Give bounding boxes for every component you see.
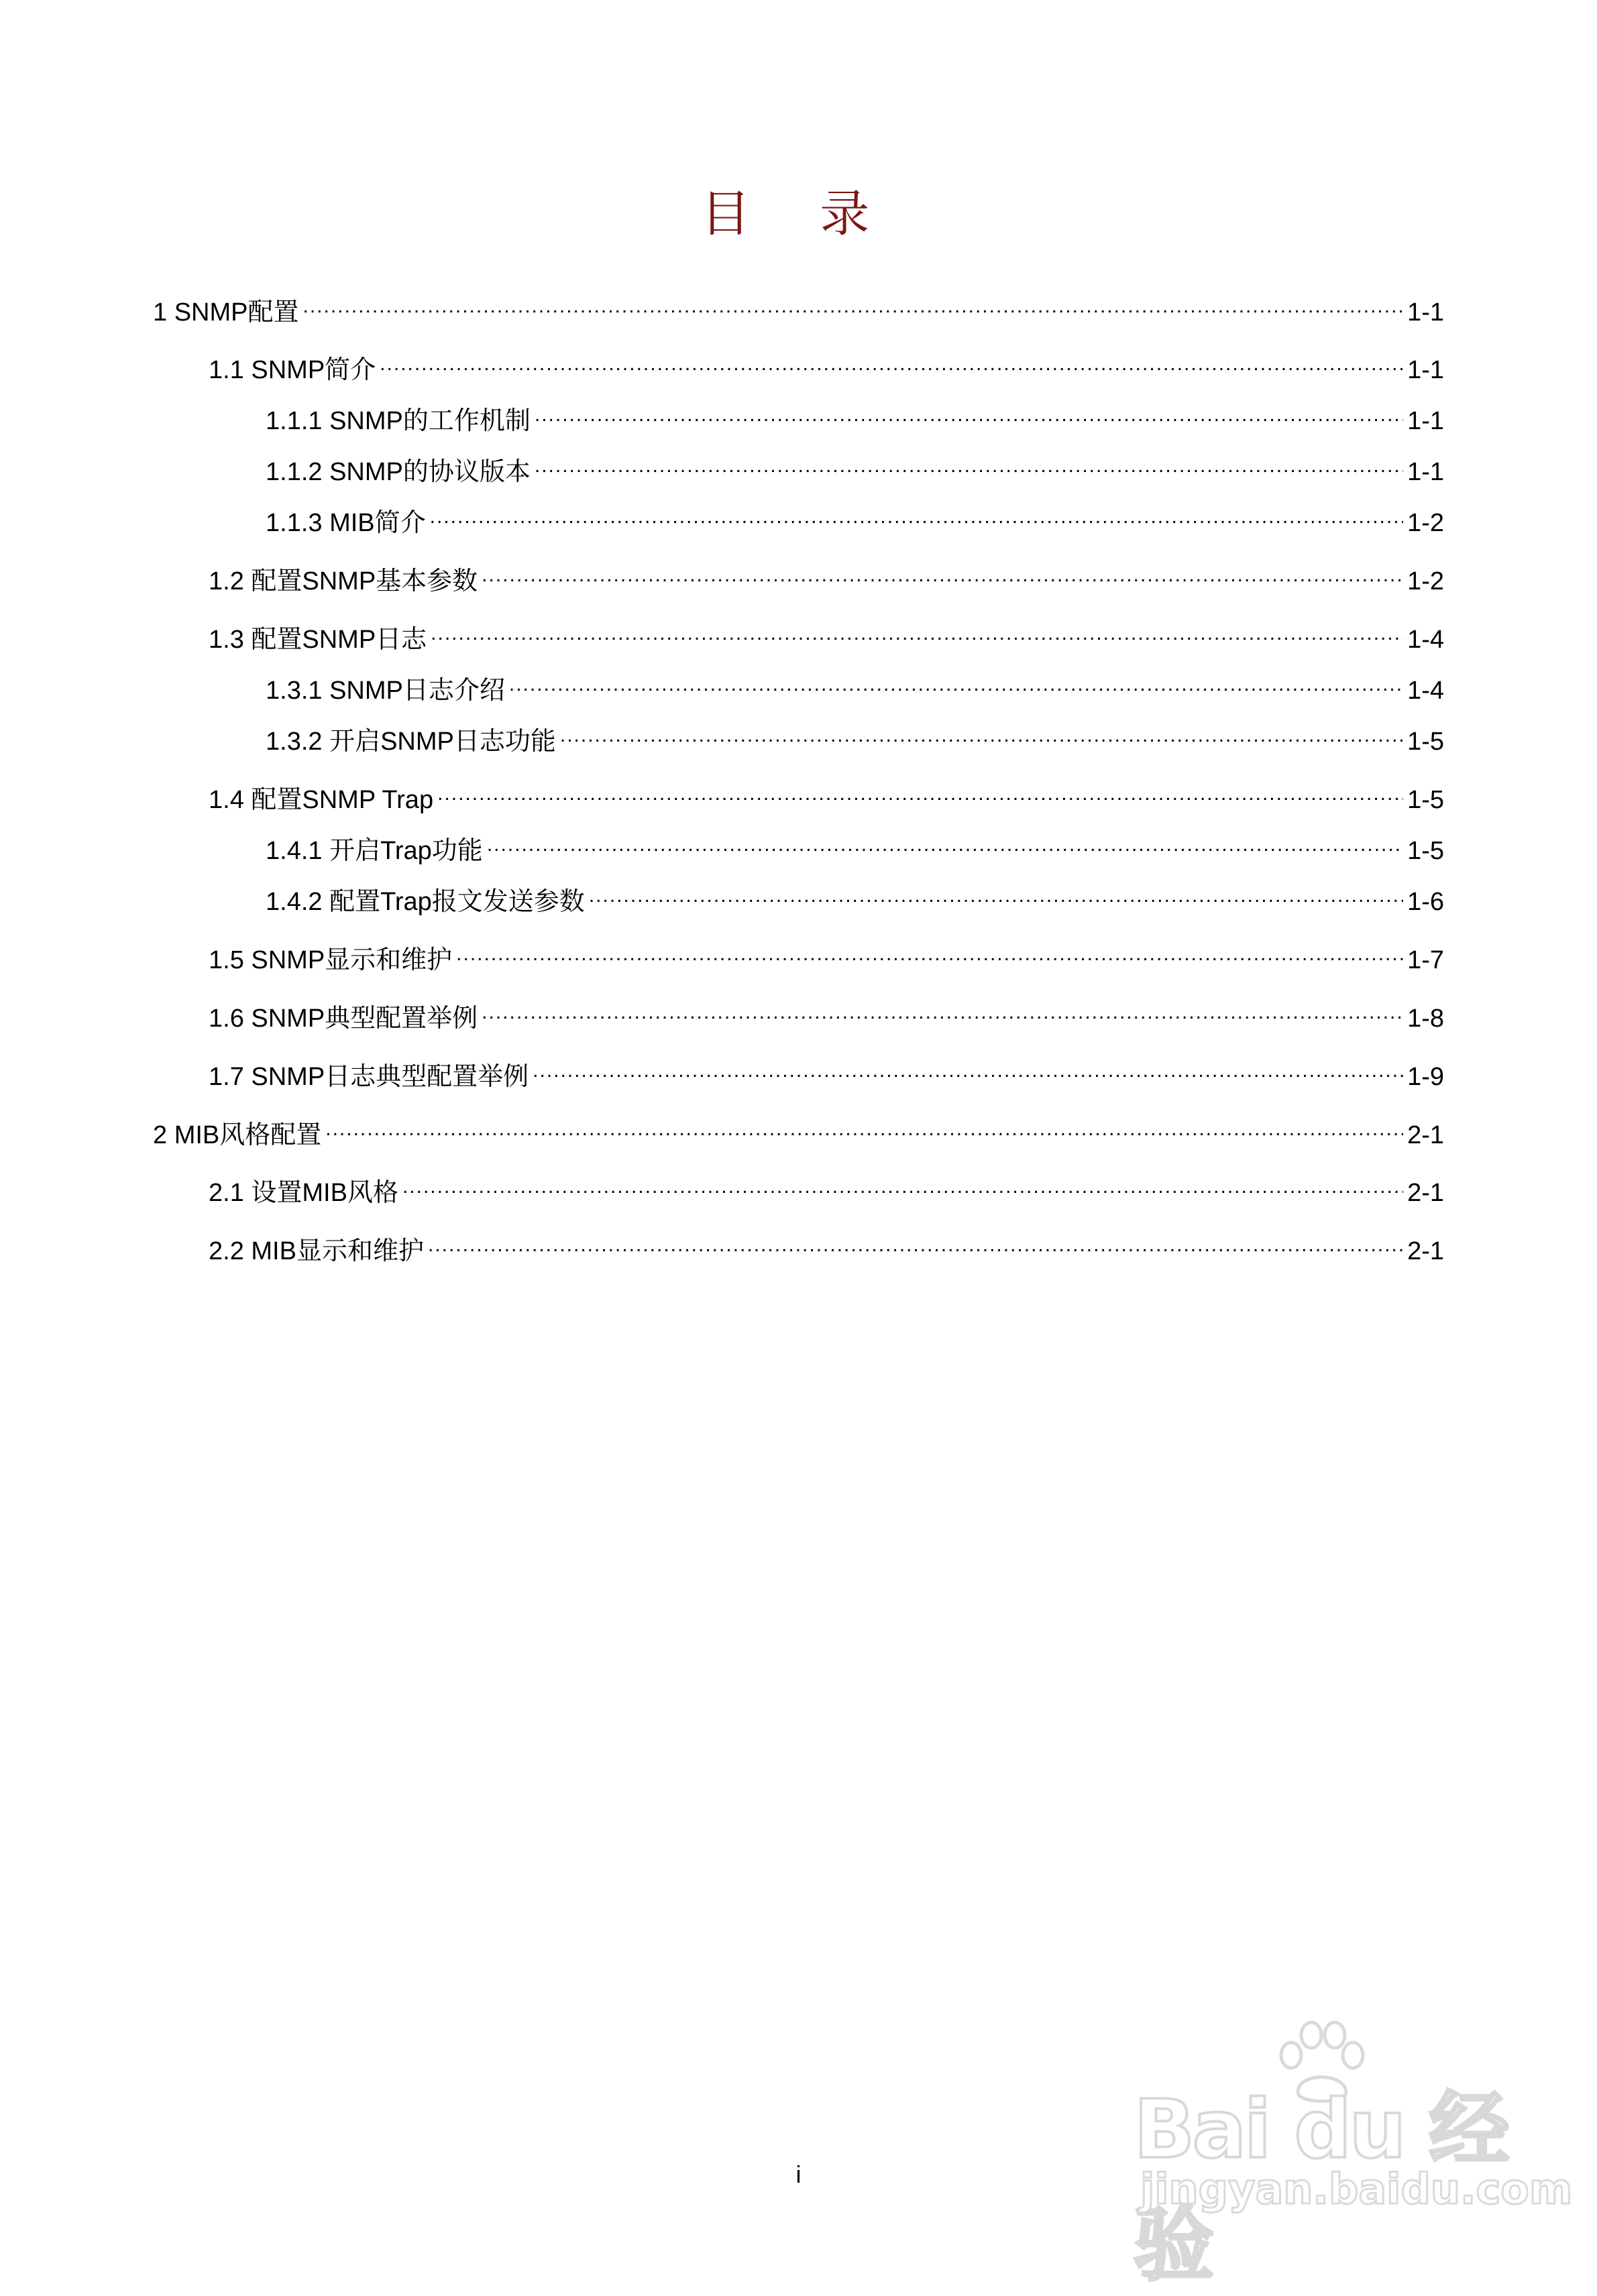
- toc-entry[interactable]: [153, 1169, 1444, 1209]
- toc-leader-dots: [533, 1053, 1403, 1085]
- toc-entry-page: 1-2: [1407, 567, 1444, 595]
- toc-leader-dots: [535, 448, 1403, 480]
- toc-entry[interactable]: [153, 1053, 1444, 1093]
- toc-leader-dots: [431, 616, 1403, 648]
- toc-entry-page: 2-1: [1407, 1179, 1444, 1207]
- toc-entry-page: 1-7: [1407, 946, 1444, 974]
- toc-entry-label: 1.4 配置SNMP Trap: [209, 786, 434, 814]
- toc-leader-dots: [302, 288, 1403, 321]
- toc-entry-page: 2-1: [1407, 1121, 1444, 1149]
- page-number: i: [795, 2161, 802, 2188]
- toc-entry[interactable]: [153, 288, 1444, 329]
- toc-leader-dots: [428, 1227, 1403, 1259]
- baidu-jingyan-watermark: [1134, 2018, 1573, 2292]
- toc-entry[interactable]: [153, 616, 1444, 656]
- toc-entry[interactable]: [153, 346, 1444, 386]
- toc-entry-page: 1-5: [1407, 837, 1444, 865]
- toc-entry[interactable]: [153, 667, 1444, 707]
- toc-leader-dots: [509, 667, 1403, 699]
- toc-leader-dots: [482, 557, 1403, 589]
- toc-entry-page: 1-4: [1407, 677, 1444, 705]
- toc-entry-page: 1-1: [1407, 298, 1444, 327]
- toc-leader-dots: [437, 776, 1403, 808]
- toc-entry-page: 1-1: [1407, 407, 1444, 435]
- toc-leader-dots: [430, 499, 1403, 531]
- toc-entry-page: 1-4: [1407, 626, 1444, 654]
- toc-entry-label: 1.5 SNMP显示和维护: [209, 946, 453, 974]
- toc-entry-page: 1-5: [1407, 786, 1444, 814]
- toc-entry-label: 1 SNMP配置: [153, 298, 299, 327]
- toc-entry[interactable]: [153, 994, 1444, 1035]
- toc-entry-label: 1.1.2 SNMP的协议版本: [266, 458, 531, 486]
- toc-leader-dots: [560, 718, 1403, 750]
- toc-entry[interactable]: [153, 557, 1444, 597]
- toc-entry[interactable]: [153, 1227, 1444, 1267]
- page-title: 目 录: [700, 185, 897, 243]
- toc-entry[interactable]: [153, 878, 1444, 918]
- toc-entry-label: 1.3 配置SNMP日志: [209, 626, 427, 654]
- toc-entry-label: 1.1.1 SNMP的工作机制: [266, 407, 531, 435]
- toc-entry-page: 1-9: [1407, 1063, 1444, 1091]
- toc-entry-label: 1.7 SNMP日志典型配置举例: [209, 1063, 529, 1091]
- toc-entry[interactable]: [153, 499, 1444, 539]
- toc-entry-label: 2 MIB风格配置: [153, 1121, 322, 1149]
- toc-leader-dots: [535, 397, 1403, 429]
- toc-leader-dots: [589, 878, 1403, 910]
- table-of-contents: [153, 288, 1444, 1267]
- toc-entry-page: 1-1: [1407, 458, 1444, 486]
- toc-entry-label: 1.4.2 配置Trap报文发送参数: [266, 888, 585, 916]
- toc-entry[interactable]: [153, 718, 1444, 758]
- toc-entry[interactable]: [153, 776, 1444, 816]
- toc-entry-page: 1-5: [1407, 728, 1444, 756]
- toc-entry-label: 2.2 MIB显示和维护: [209, 1237, 424, 1265]
- toc-entry-label: 2.1 设置MIB风格: [209, 1179, 398, 1207]
- toc-entry[interactable]: [153, 936, 1444, 976]
- toc-entry[interactable]: [153, 1111, 1444, 1151]
- toc-entry-label: 1.3.2 开启SNMP日志功能: [266, 728, 556, 756]
- toc-entry-label: 1.2 配置SNMP基本参数: [209, 567, 478, 595]
- toc-entry-label: 1.1.3 MIB简介: [266, 509, 426, 537]
- toc-leader-dots: [402, 1169, 1403, 1201]
- toc-entry[interactable]: [153, 827, 1444, 867]
- toc-leader-dots: [380, 346, 1403, 378]
- watermark-url: jingyan.baidu.com: [1140, 2165, 1573, 2214]
- toc-entry-page: 1-2: [1407, 509, 1444, 537]
- toc-leader-dots: [482, 994, 1403, 1027]
- toc-entry-label: 1.1 SNMP简介: [209, 356, 376, 384]
- toc-leader-dots: [325, 1111, 1403, 1143]
- toc-entry-page: 1-1: [1407, 356, 1444, 384]
- toc-leader-dots: [487, 827, 1403, 859]
- toc-entry-label: 1.3.1 SNMP日志介绍: [266, 677, 505, 705]
- toc-entry-page: 2-1: [1407, 1237, 1444, 1265]
- toc-leader-dots: [456, 936, 1403, 968]
- toc-entry-label: 1.4.1 开启Trap功能: [266, 837, 483, 865]
- watermark-logo-text: Bai du 经验: [1134, 2083, 1507, 2292]
- toc-entry-page: 1-8: [1407, 1005, 1444, 1033]
- toc-entry[interactable]: [153, 397, 1444, 437]
- toc-entry[interactable]: [153, 448, 1444, 488]
- toc-entry-label: 1.6 SNMP典型配置举例: [209, 1005, 478, 1033]
- toc-entry-page: 1-6: [1407, 888, 1444, 916]
